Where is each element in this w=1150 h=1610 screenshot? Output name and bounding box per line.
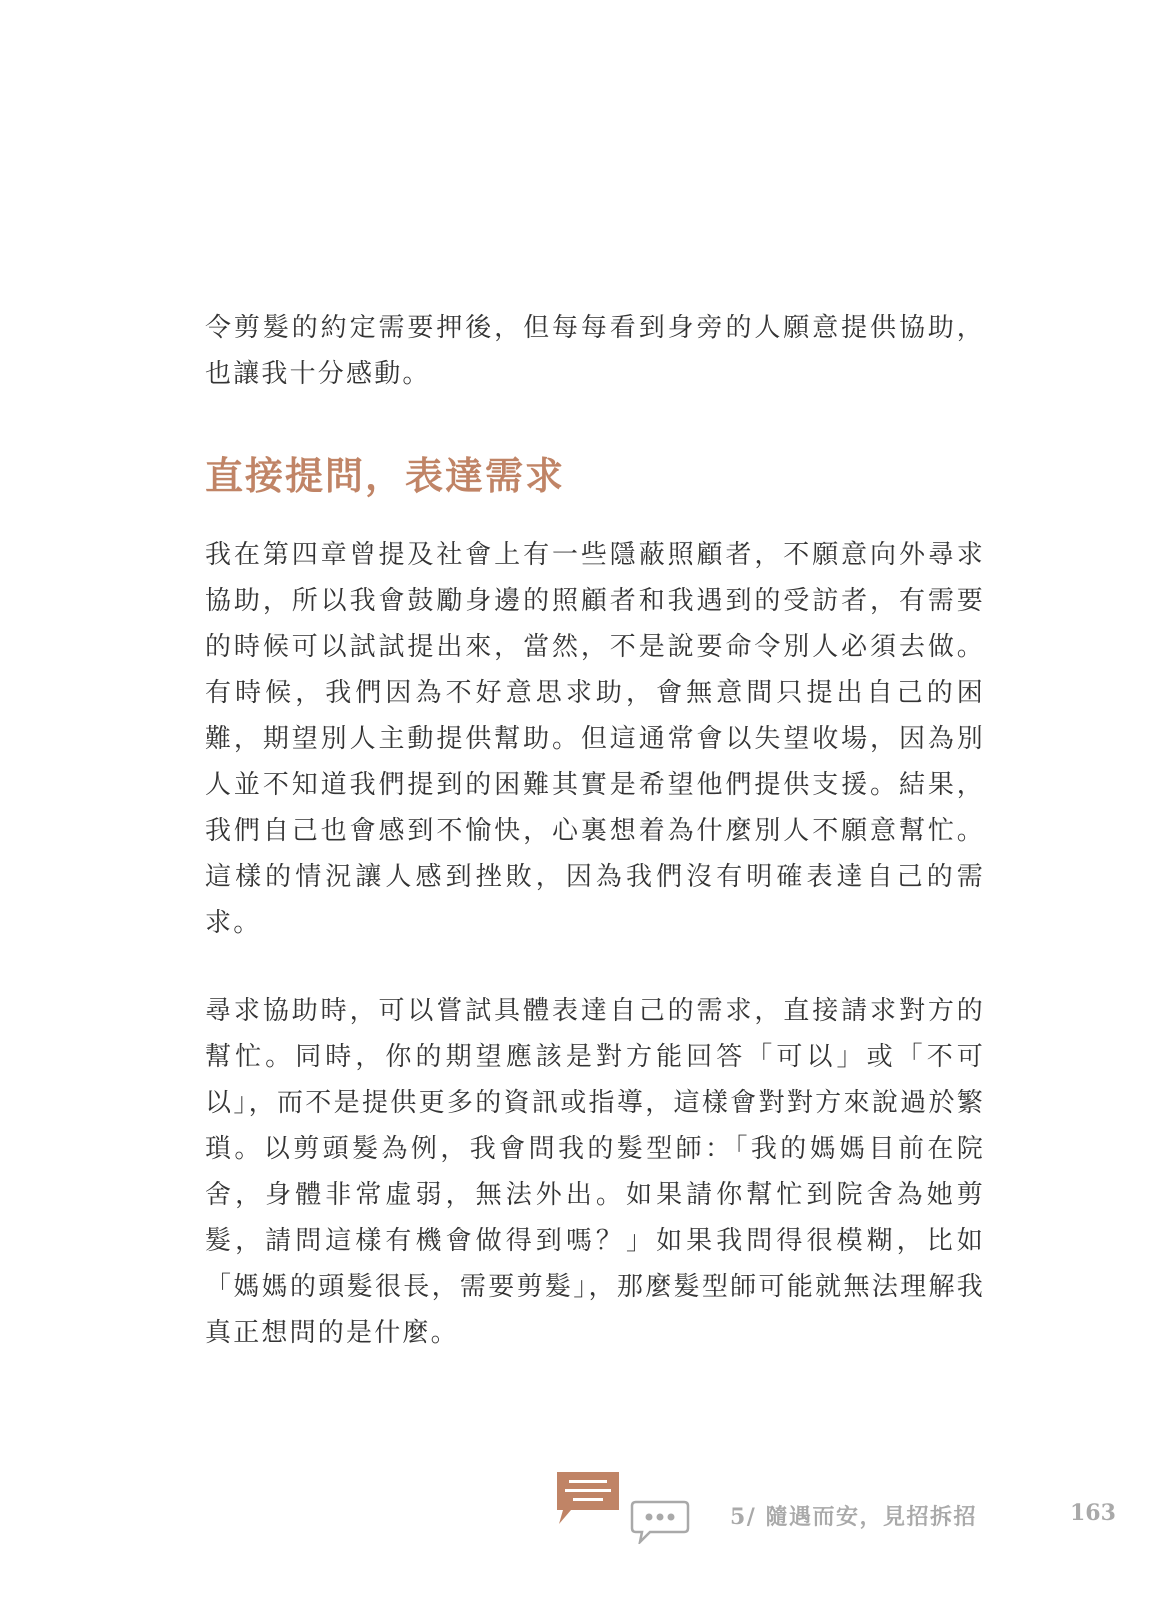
paragraph-3: [205, 988, 985, 1356]
section-heading: 直接提問，表達需求: [205, 453, 566, 498]
paragraph-2-text: 我在第四章曾提及社會上有一些隱蔽照顧者，不願意向外尋求協助，所以我會鼓勵身邊的照顧者和我遇到的受訪者，有需要的時候可以試試提出來，當然，不是說要命令別人必須去做。有時候，我們因為不好意思求助，會無意間只提出自己的困難，期望別人主動提供幫助。但這通常會以失望收場，因為別人並不知道我們提到的困難其實是希望他們提供支援。結果，我們自己也會感到不愉快，心裏想着為什麼別人不願意幫忙。這樣的情況讓人感到挫敗，因為我們沒有明確表達自己的需求。: [205, 540, 985, 938]
page-number: 163: [1070, 1500, 1116, 1526]
speech-bubble-dots-icon: [630, 1500, 690, 1544]
paragraph-1: [205, 305, 985, 397]
paragraph-1-text: 令剪髮的約定需要押後，但每每看到身旁的人願意提供協助，也讓我十分感動。: [205, 313, 985, 389]
speech-bubble-lines-icon: [555, 1470, 621, 1526]
chapter-label: 5/ 隨遇而安，見招拆招: [730, 1504, 978, 1530]
paragraph-2: [205, 532, 985, 946]
paragraph-3-text: 尋求協助時，可以嘗試具體表達自己的需求，直接請求對方的幫忙。同時，你的期望應該是對方能回答「可以」或「不可以」，而不是提供更多的資訊或指導，這樣會對對方來說過於繁瑣。以剪頭髮為例，我會問我的髮型師：「我的媽媽目前在院舍，身體非常虛弱，無法外出。如果請你幫忙到院舍為她剪髮，請問這樣有機會做得到嗎？」如果我問得很模糊，比如「媽媽的頭髮很長，需要剪髮」，那麼髮型師可能就無法理解我真正想問的是什麼。: [205, 996, 985, 1348]
page-footer: [0, 1470, 1150, 1550]
